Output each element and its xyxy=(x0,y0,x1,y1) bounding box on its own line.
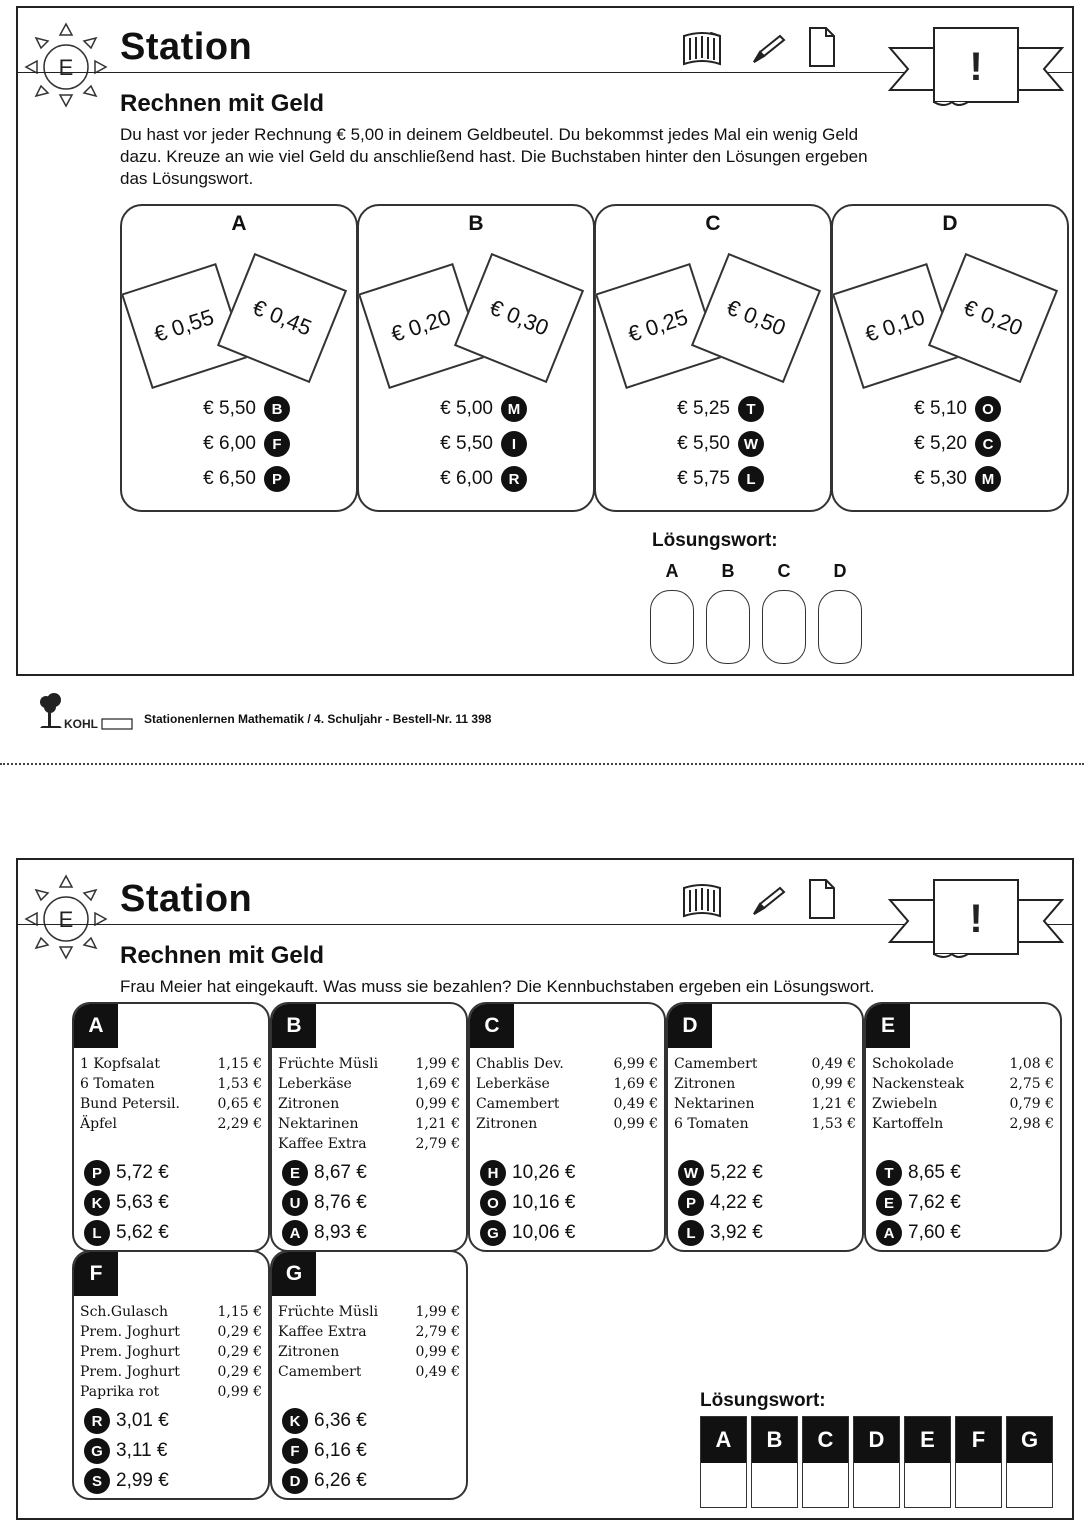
list-item xyxy=(476,1074,658,1094)
option-code[interactable]: P xyxy=(84,1160,110,1186)
option-value: 8,65 € xyxy=(908,1162,961,1183)
item-price: 2,79 € xyxy=(415,1324,460,1340)
option-code[interactable]: C xyxy=(975,431,1001,457)
page-title: Station xyxy=(120,26,253,68)
coin-value: € 0,45 xyxy=(249,294,316,341)
answer-option[interactable] xyxy=(903,394,1001,424)
option-code[interactable]: T xyxy=(876,1160,902,1186)
solution-letter: E xyxy=(905,1417,950,1463)
option-value: 10,26 € xyxy=(512,1162,576,1183)
item-name: Leberkäse xyxy=(476,1076,550,1092)
answer-option[interactable] xyxy=(282,1188,367,1218)
coin-value: € 0,10 xyxy=(861,304,928,347)
item-price: 2,79 € xyxy=(415,1136,460,1152)
solution-label: Lösungswort: xyxy=(700,1390,826,1411)
answer-option[interactable] xyxy=(480,1218,575,1248)
coin-card xyxy=(454,253,584,383)
item-list xyxy=(872,1054,1054,1134)
coin-card xyxy=(691,253,821,383)
task-card xyxy=(357,204,595,512)
solution-field[interactable] xyxy=(751,1416,798,1508)
answer-option[interactable] xyxy=(192,464,290,494)
list-item xyxy=(80,1074,262,1094)
option-value: 7,62 € xyxy=(908,1192,961,1213)
card-letter: B xyxy=(468,212,484,235)
answer-options xyxy=(480,1158,575,1248)
item-name: Prem. Joghurt xyxy=(80,1324,180,1340)
worksheet-1 xyxy=(16,6,1074,676)
answer-option[interactable] xyxy=(282,1218,367,1248)
card-letter: C xyxy=(470,1004,514,1048)
solution-field[interactable] xyxy=(1006,1416,1053,1508)
option-value: € 5,50 xyxy=(440,433,493,454)
footer-text: Stationenlernen Mathematik / 4. Schuljahr - Bestell-Nr. 11 398 xyxy=(144,712,492,726)
option-value: 8,93 € xyxy=(314,1222,367,1243)
item-price: 0,99 € xyxy=(811,1076,856,1092)
answer-option[interactable] xyxy=(84,1466,169,1496)
shopping-card xyxy=(270,1250,468,1500)
option-value: 3,11 € xyxy=(116,1440,168,1461)
answer-option[interactable] xyxy=(678,1158,763,1188)
item-price: 1,08 € xyxy=(1009,1056,1054,1072)
item-price: 1,53 € xyxy=(217,1076,262,1092)
option-value: 5,62 € xyxy=(116,1222,169,1243)
solution-letter: C xyxy=(777,561,791,581)
item-price: 0,29 € xyxy=(217,1344,262,1360)
answer-options xyxy=(678,1158,763,1248)
item-name: Zitronen xyxy=(278,1344,340,1360)
document-icon xyxy=(810,880,834,918)
item-price: 0,99 € xyxy=(613,1116,658,1132)
answer-option[interactable] xyxy=(429,429,527,459)
item-name: 1 Kopfsalat xyxy=(80,1056,160,1072)
option-value: 6,26 € xyxy=(314,1470,367,1491)
card-letter: C xyxy=(705,212,721,235)
answer-option[interactable] xyxy=(876,1158,961,1188)
answer-option[interactable] xyxy=(666,394,764,424)
item-name: Camembert xyxy=(476,1096,560,1112)
option-code[interactable]: G xyxy=(84,1438,110,1464)
list-item xyxy=(674,1074,856,1094)
list-item xyxy=(674,1114,856,1134)
list-item xyxy=(80,1322,262,1342)
task-card xyxy=(594,204,832,512)
shopping-card xyxy=(666,1002,864,1252)
task-card xyxy=(120,204,358,512)
item-price: 1,99 € xyxy=(415,1304,460,1320)
solution-field[interactable] xyxy=(706,590,750,664)
solution-field[interactable] xyxy=(853,1416,900,1508)
station-letter: E xyxy=(58,907,74,932)
solution-letter: D xyxy=(854,1417,899,1463)
answer-option[interactable] xyxy=(84,1406,169,1436)
option-value: 5,72 € xyxy=(116,1162,169,1183)
solution-letter: D xyxy=(833,561,847,581)
option-value: 5,63 € xyxy=(116,1192,169,1213)
option-value: 6,16 € xyxy=(314,1440,367,1461)
solution-field[interactable] xyxy=(650,590,694,664)
option-code[interactable]: E xyxy=(282,1160,308,1186)
list-item xyxy=(872,1114,1054,1134)
solution-label: Lösungswort: xyxy=(652,530,778,551)
item-name: Schokolade xyxy=(872,1056,954,1072)
item-price: 6,99 € xyxy=(613,1056,658,1072)
option-value: € 5,25 xyxy=(677,398,730,419)
option-value: 3,92 € xyxy=(710,1222,763,1243)
option-value: € 5,30 xyxy=(914,468,967,489)
list-item xyxy=(80,1114,262,1134)
item-name: Prem. Joghurt xyxy=(80,1364,180,1380)
option-value: 2,99 € xyxy=(116,1470,169,1491)
option-value: € 5,00 xyxy=(440,398,493,419)
list-item xyxy=(476,1114,658,1134)
list-item xyxy=(80,1054,262,1074)
item-price: 1,69 € xyxy=(415,1076,460,1092)
list-item xyxy=(278,1054,460,1074)
pencil-icon xyxy=(754,36,784,62)
shopping-card xyxy=(270,1002,468,1252)
option-code[interactable]: H xyxy=(480,1160,506,1186)
answer-option[interactable] xyxy=(678,1188,763,1218)
answer-options xyxy=(282,1406,367,1496)
answer-option[interactable] xyxy=(666,429,764,459)
option-code[interactable]: O xyxy=(975,396,1001,422)
answer-options xyxy=(876,1158,961,1248)
option-code[interactable]: M xyxy=(975,466,1001,492)
solution-letter: A xyxy=(665,561,679,581)
item-price: 2,29 € xyxy=(217,1116,262,1132)
option-code[interactable]: G xyxy=(480,1220,506,1246)
task-card xyxy=(831,204,1069,512)
station-letter: E xyxy=(58,55,74,80)
answer-option[interactable] xyxy=(678,1218,763,1248)
answer-option[interactable] xyxy=(192,394,290,424)
option-code[interactable]: K xyxy=(84,1190,110,1216)
coin-value: € 0,55 xyxy=(150,304,217,347)
answer-option[interactable] xyxy=(84,1188,169,1218)
option-code[interactable]: O xyxy=(480,1190,506,1216)
sun-badge-icon xyxy=(24,22,108,108)
item-name: Leberkäse xyxy=(278,1076,352,1092)
solution-letter: F xyxy=(956,1417,1001,1463)
tool-icons xyxy=(680,874,840,924)
option-value: € 5,50 xyxy=(203,398,256,419)
option-code[interactable]: K xyxy=(282,1408,308,1434)
book-icon xyxy=(684,885,720,916)
option-value: 6,36 € xyxy=(314,1410,367,1431)
item-name: Camembert xyxy=(278,1364,362,1380)
coin-card xyxy=(217,253,347,383)
answer-option[interactable] xyxy=(282,1158,367,1188)
option-code[interactable]: A xyxy=(876,1220,902,1246)
item-name: Kaffee Extra xyxy=(278,1136,367,1152)
list-item xyxy=(278,1134,460,1154)
page-title: Station xyxy=(120,878,253,920)
shopping-card xyxy=(72,1250,270,1500)
option-value: € 5,75 xyxy=(677,468,730,489)
list-item xyxy=(278,1362,460,1382)
card-letter: E xyxy=(866,1004,910,1048)
answer-option[interactable] xyxy=(480,1188,575,1218)
option-value: € 5,20 xyxy=(914,433,967,454)
list-item xyxy=(278,1302,460,1322)
option-value: € 5,10 xyxy=(914,398,967,419)
section-title: Rechnen mit Geld xyxy=(120,942,325,969)
option-value: € 5,50 xyxy=(677,433,730,454)
option-code[interactable]: R xyxy=(501,466,527,492)
card-letter: A xyxy=(74,1004,118,1048)
list-item xyxy=(872,1054,1054,1074)
option-value: 10,16 € xyxy=(512,1192,576,1213)
item-name: Chablis Dev. xyxy=(476,1056,564,1072)
answer-option[interactable] xyxy=(282,1466,367,1496)
coin-value: € 0,30 xyxy=(486,294,553,341)
list-item xyxy=(80,1342,262,1362)
item-price: 0,49 € xyxy=(613,1096,658,1112)
item-name: 6 Tomaten xyxy=(80,1076,155,1092)
option-code[interactable]: T xyxy=(738,396,764,422)
answer-options xyxy=(282,1158,367,1248)
answer-option[interactable] xyxy=(903,429,1001,459)
item-list xyxy=(278,1054,460,1154)
item-price: 1,21 € xyxy=(415,1116,460,1132)
answer-option[interactable] xyxy=(84,1218,169,1248)
item-name: Prem. Joghurt xyxy=(80,1344,180,1360)
option-code[interactable]: D xyxy=(282,1468,308,1494)
shopping-card xyxy=(468,1002,666,1252)
option-value: € 6,00 xyxy=(203,433,256,454)
answer-option[interactable] xyxy=(84,1158,169,1188)
list-item xyxy=(278,1342,460,1362)
item-name: Früchte Müsli xyxy=(278,1304,379,1320)
option-code[interactable]: S xyxy=(84,1468,110,1494)
coin-value: € 0,20 xyxy=(960,294,1027,341)
item-price: 2,98 € xyxy=(1009,1116,1054,1132)
coin-value: € 0,25 xyxy=(624,304,691,347)
item-price: 1,15 € xyxy=(217,1056,262,1072)
exclamation-banner-icon xyxy=(888,872,1064,962)
option-value: € 6,50 xyxy=(203,468,256,489)
option-code[interactable]: L xyxy=(738,466,764,492)
list-item xyxy=(278,1322,460,1342)
option-code[interactable]: L xyxy=(84,1220,110,1246)
option-code[interactable]: F xyxy=(264,431,290,457)
list-item xyxy=(80,1382,262,1402)
book-icon xyxy=(684,33,720,64)
solution-field[interactable] xyxy=(904,1416,951,1508)
option-code[interactable]: U xyxy=(282,1190,308,1216)
card-letter: D xyxy=(942,212,958,235)
answer-option[interactable] xyxy=(876,1188,961,1218)
item-list xyxy=(476,1054,658,1134)
item-list xyxy=(278,1302,460,1382)
item-price: 1,99 € xyxy=(415,1056,460,1072)
item-price: 0,49 € xyxy=(415,1364,460,1380)
item-name: Bund Petersil. xyxy=(80,1096,181,1112)
list-item xyxy=(476,1054,658,1074)
solution-letter: G xyxy=(1007,1417,1052,1463)
option-value: 8,67 € xyxy=(314,1162,367,1183)
option-value: 3,01 € xyxy=(116,1410,169,1431)
item-name: Zitronen xyxy=(476,1116,538,1132)
item-name: Zwiebeln xyxy=(872,1096,938,1112)
item-name: Zitronen xyxy=(278,1096,340,1112)
list-item xyxy=(80,1094,262,1114)
answer-option[interactable] xyxy=(192,429,290,459)
answer-option[interactable] xyxy=(282,1406,367,1436)
item-list xyxy=(80,1054,262,1134)
list-item xyxy=(80,1302,262,1322)
solution-letter: B xyxy=(752,1417,797,1463)
option-code[interactable]: P xyxy=(264,466,290,492)
answer-options xyxy=(84,1406,169,1496)
coin-value: € 0,50 xyxy=(723,294,790,341)
coin-value: € 0,20 xyxy=(387,304,454,347)
item-price: 1,15 € xyxy=(217,1304,262,1320)
list-item xyxy=(278,1094,460,1114)
item-name: Sch.Gulasch xyxy=(80,1304,168,1320)
option-code[interactable]: W xyxy=(738,431,764,457)
list-item xyxy=(872,1094,1054,1114)
answer-option[interactable] xyxy=(429,464,527,494)
item-price: 0,49 € xyxy=(811,1056,856,1072)
item-price: 0,65 € xyxy=(217,1096,262,1112)
answer-option[interactable] xyxy=(903,464,1001,494)
solution-letter: A xyxy=(701,1417,746,1463)
worksheet-2 xyxy=(16,858,1074,1520)
option-code[interactable]: A xyxy=(282,1220,308,1246)
pencil-icon xyxy=(754,888,784,914)
tool-icons xyxy=(680,22,840,72)
answer-option[interactable] xyxy=(480,1158,575,1188)
option-code[interactable]: B xyxy=(264,396,290,422)
list-item xyxy=(872,1074,1054,1094)
item-name: Früchte Müsli xyxy=(278,1056,379,1072)
exclamation-mark: ! xyxy=(969,897,983,941)
option-value: € 6,00 xyxy=(440,468,493,489)
list-item xyxy=(278,1074,460,1094)
shopping-card xyxy=(72,1002,270,1252)
item-name: Camembert xyxy=(674,1056,758,1072)
card-letter: D xyxy=(668,1004,712,1048)
document-icon xyxy=(810,28,834,66)
list-item xyxy=(674,1054,856,1074)
card-letter: G xyxy=(272,1252,316,1296)
item-price: 0,79 € xyxy=(1009,1096,1054,1112)
option-code[interactable]: E xyxy=(876,1190,902,1216)
item-name: Kaffee Extra xyxy=(278,1324,367,1340)
item-price: 2,75 € xyxy=(1009,1076,1054,1092)
solution-field[interactable] xyxy=(762,590,806,664)
item-price: 0,99 € xyxy=(415,1096,460,1112)
list-item xyxy=(80,1362,262,1382)
list-item xyxy=(278,1114,460,1134)
item-price: 1,53 € xyxy=(811,1116,856,1132)
option-code[interactable]: L xyxy=(678,1220,704,1246)
option-code[interactable]: M xyxy=(501,396,527,422)
cut-line xyxy=(0,763,1084,765)
option-value: 5,22 € xyxy=(710,1162,763,1183)
option-code[interactable]: P xyxy=(678,1190,704,1216)
option-value: 10,06 € xyxy=(512,1222,576,1243)
card-letter: F xyxy=(74,1252,118,1296)
card-letter: B xyxy=(272,1004,316,1048)
option-code[interactable]: W xyxy=(678,1160,704,1186)
item-list xyxy=(674,1054,856,1134)
item-price: 0,99 € xyxy=(217,1384,262,1400)
solution-field[interactable] xyxy=(802,1416,849,1508)
instructions: Frau Meier hat eingekauft. Was muss sie bezahlen? Die Kennbuchstaben ergeben ein Lösungswort. xyxy=(120,977,875,996)
list-item xyxy=(674,1094,856,1114)
answer-option[interactable] xyxy=(429,394,527,424)
option-value: 8,76 € xyxy=(314,1192,367,1213)
item-name: Nackensteak xyxy=(872,1076,965,1092)
solution-field[interactable] xyxy=(818,590,862,664)
publisher-name: KOHL xyxy=(64,717,98,731)
solution-field[interactable] xyxy=(700,1416,747,1508)
option-value: 7,60 € xyxy=(908,1222,961,1243)
option-value: 4,22 € xyxy=(710,1192,763,1213)
section-title: Rechnen mit Geld xyxy=(120,90,325,117)
publisher-logo xyxy=(36,692,146,732)
option-code[interactable]: F xyxy=(282,1438,308,1464)
list-item xyxy=(476,1094,658,1114)
option-code[interactable]: I xyxy=(501,431,527,457)
exclamation-mark: ! xyxy=(969,45,983,89)
answer-option[interactable] xyxy=(84,1436,169,1466)
option-code[interactable]: R xyxy=(84,1408,110,1434)
item-name: Äpfel xyxy=(80,1116,118,1132)
answer-option[interactable] xyxy=(666,464,764,494)
item-price: 0,29 € xyxy=(217,1324,262,1340)
instructions: Du hast vor jeder Rechnung € 5,00 in deinem Geldbeutel. Du bekommst jedes Mal ein wenig Geld dazu. Kreuze an wie viel Geld du anschließend hast. Die Buchstaben hinter den Lösungen ergeben das Lösungswort. xyxy=(120,125,868,188)
item-name: Nektarinen xyxy=(674,1096,755,1112)
exclamation-banner-icon xyxy=(888,20,1064,110)
card-letter: A xyxy=(231,212,247,235)
solution-field[interactable] xyxy=(955,1416,1002,1508)
answer-options xyxy=(84,1158,169,1248)
solution-letter: B xyxy=(721,561,735,581)
item-name: Zitronen xyxy=(674,1076,736,1092)
item-list xyxy=(80,1302,262,1402)
item-price: 1,69 € xyxy=(613,1076,658,1092)
answer-option[interactable] xyxy=(876,1218,961,1248)
item-name: 6 Tomaten xyxy=(674,1116,749,1132)
item-price: 0,29 € xyxy=(217,1364,262,1380)
item-name: Paprika rot xyxy=(80,1384,160,1400)
shopping-card xyxy=(864,1002,1062,1252)
answer-option[interactable] xyxy=(282,1436,367,1466)
item-name: Nektarinen xyxy=(278,1116,359,1132)
item-name: Kartoffeln xyxy=(872,1116,944,1132)
item-price: 1,21 € xyxy=(811,1096,856,1112)
item-price: 0,99 € xyxy=(415,1344,460,1360)
footer xyxy=(36,692,736,732)
solution-letter: C xyxy=(803,1417,848,1463)
coin-card xyxy=(928,253,1058,383)
sun-badge-icon xyxy=(24,874,108,960)
